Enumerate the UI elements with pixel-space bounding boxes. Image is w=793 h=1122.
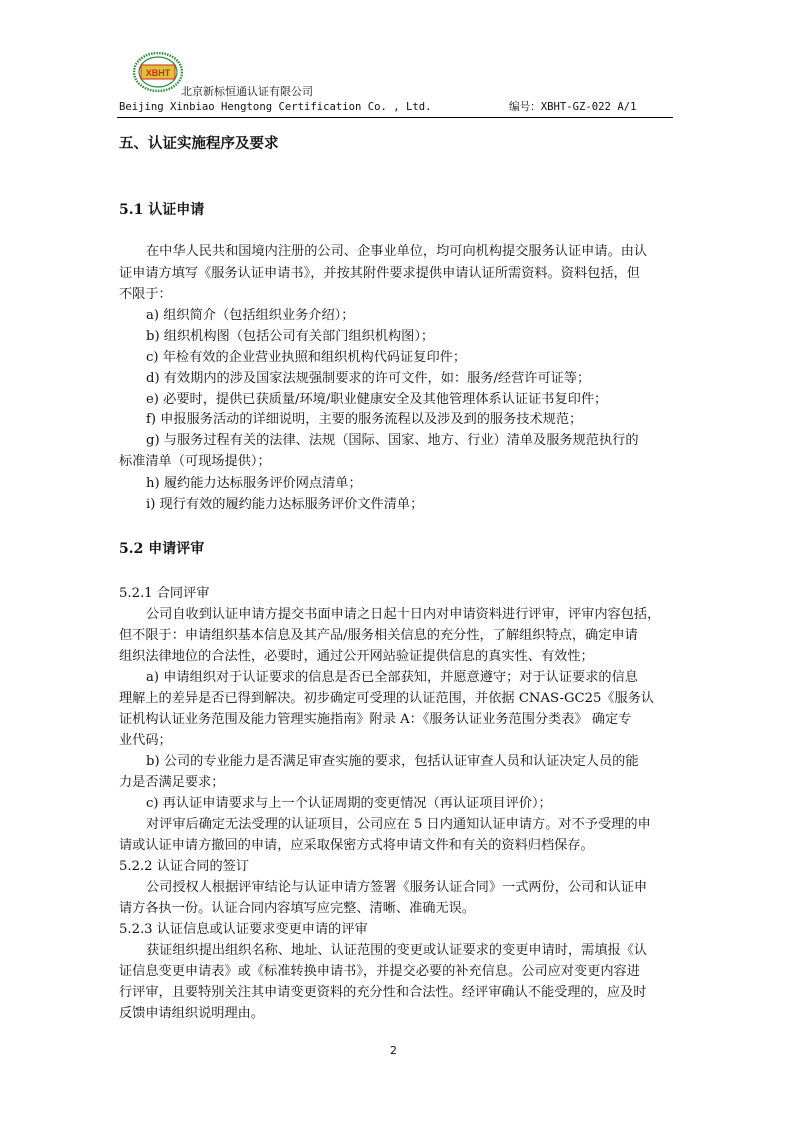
paragraph-line: 业代码； [119,733,172,748]
paragraph-line: 不限于： [119,287,172,302]
list-item: h) 履约能力达标服务评价网点清单； [146,476,362,491]
paragraph-line: 但不限于：申请组织基本信息及其产品/服务相关信息的充分性，了解组织特点，确定申请 [119,628,638,643]
subheading-5-2-1: 5.2.1 合同评审 [119,586,210,601]
document-code: 编号：XBHT-GZ-022 A/1 [509,101,637,113]
logo-text: XBHT [145,68,171,78]
paragraph-line: 理解上的差异是否已得到解决。初步确定可受理的认证范围，并依据 CNAS-GC25《服务认 [119,691,655,706]
heading-5-1: 5.1 认证申请 [119,202,205,218]
paragraph-line: 证信息变更申请表》或《标准转换申请书》，并提交必要的补充信息。公司应对变更内容进 [119,964,640,979]
list-item: e) 必要时，提供已获质量/环境/职业健康安全及其他管理体系认证证书复印件； [146,392,608,407]
paragraph-line: 行评审，且要特别关注其申请变更资料的充分性和合法性。经评审确认不能受理的，应及时 [119,985,647,1000]
list-item: g) 与服务过程有关的法律、法规（国际、国家、地方、行业）清单及服务规范执行的 [146,433,639,448]
header-divider [117,117,673,118]
paragraph-line: 公司自收到认证申请方提交书面申请之日起十日内对申请资料进行评审，评审内容包括， [146,607,661,622]
paragraph-line: 请方各执一份。认证合同内容填写应完整、清晰、准确无误。 [119,901,476,916]
heading-5-2: 5.2 申请评审 [119,541,205,557]
paragraph-line: 力是否满足要求； [119,775,225,790]
paragraph-line: 组织法律地位的合法性，必要时，通过公开网站验证提供信息的真实性、有效性； [119,649,594,664]
paragraph-line: 证机构认证业务范围及能力管理实施指南》附录 A：《服务认证业务范围分类表》 确定专 [119,712,632,727]
paragraph-line: 证申请方填写《服务认证申请书》，并按其附件要求提供申请认证所需资料。资料包括，但 [119,266,640,281]
page-number: 2 [390,1044,397,1057]
paragraph-line: 公司授权人根据评审结论与认证申请方签署《服务认证合同》一式两份，公司和认证申 [146,880,648,895]
company-logo [133,52,183,92]
paragraph-line: 在中华人民共和国境内注册的公司、企事业单位，均可向机构提交服务认证申请。由认 [146,244,648,259]
list-item: 标准清单（可现场提供）； [119,454,271,469]
company-name-cn: 北京新标恒通认证有限公司 [181,85,313,98]
paragraph-line: 反馈申请组织说明理由。 [119,1006,265,1021]
paragraph-line: c) 再认证申请要求与上一个认证周期的变更情况（再认证项目评价）； [146,796,552,811]
list-item: d) 有效期内的涉及国家法规强制要求的许可文件，如：服务/经营许可证等； [146,371,591,386]
paragraph-line: a) 申请组织对于认证要求的信息是否已全部获知，并愿意遵守；对于认证要求的信息 [146,670,638,685]
paragraph-line: 请或认证申请方撤回的申请，应采取保密方式将申请文件和有关的资料归档保存。 [119,838,594,853]
paragraph-line: b) 公司的专业能力是否满足审查实施的要求，包括认证审查人员和认证决定人员的能 [146,754,639,769]
paragraph-line: 获证组织提出组织名称、地址、认证范围的变更或认证要求的变更申请时，需填报《认 [146,943,648,958]
subheading-5-2-2: 5.2.2 认证合同的签订 [119,859,250,874]
list-item: f) 申报服务活动的详细说明，主要的服务流程以及涉及到的服务技术规范； [146,412,583,427]
list-item: i) 现行有效的履约能力达标服务评价文件清单； [146,497,424,512]
subheading-5-2-3: 5.2.3 认证信息或认证要求变更申请的评审 [119,922,368,937]
company-name-en: Beijing Xinbiao Hengtong Certification Co. , Ltd. [119,101,432,113]
list-item: c) 年检有效的企业营业执照和组织机构代码证复印件； [146,350,467,365]
list-item: b) 组织机构图（包括公司有关部门组织机构图）； [146,329,435,344]
section-title: 五、认证实施程序及要求 [119,135,279,152]
list-item: a) 组织简介（包括组织业务介绍）； [146,308,355,323]
paragraph-line: 对评审后确定无法受理的认证项目，公司应在 5 日内通知认证申请方。对不予受理的申 [146,817,651,832]
